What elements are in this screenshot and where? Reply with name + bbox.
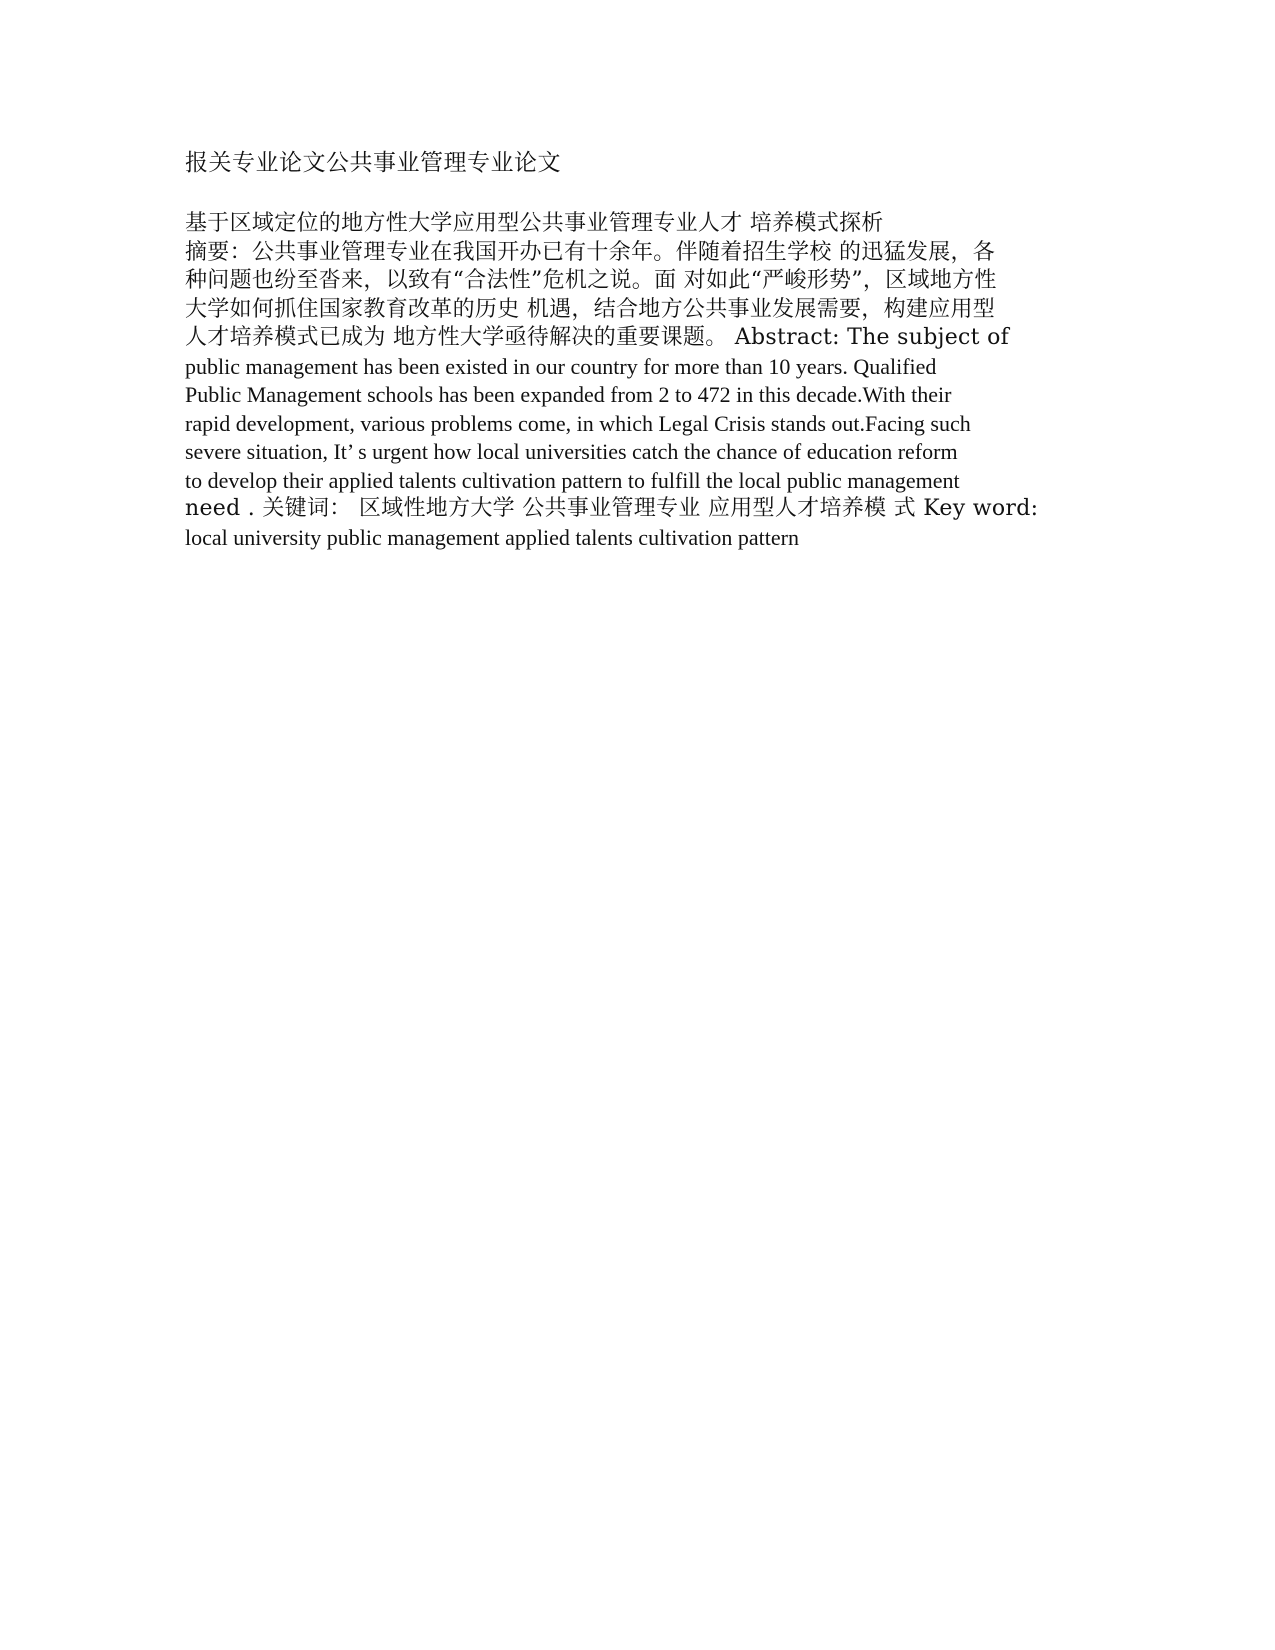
abstract-line: Public Management schools has been expanded from 2 to 472 in this decade.With their (185, 382, 952, 407)
abstract-line: rapid development, various problems come, in which Legal Crisis stands out.Facing such (185, 410, 971, 436)
abstract-line: 种问题也纷至沓来，以致有“合法性”危机之说。面 对如此“严峻形势”，区域地方性 (185, 268, 997, 293)
keywords-line: local university public management applied talents cultivation pattern (185, 524, 799, 550)
paper-title-line: 基于区域定位的地方性大学应用型公共事业管理专业人才 培养模式探析 (185, 211, 884, 236)
abstract-line: 大学如何抓住国家教育改革的历史 机遇，结合地方公共事业发展需要，构建应用型 (185, 296, 996, 322)
abstract-line: severe situation, It’ s urgent how local universities catch the chance of education reform (185, 439, 958, 464)
abstract-line: public management has been existed in our country for more than 10 years. Qualified (185, 353, 937, 379)
document-heading: 报关专业论文公共事业管理专业论文 (185, 150, 561, 176)
abstract-line: 摘要：公共事业管理专业在我国开办已有十余年。伴随着招生学校 的迅猛发展，各 (185, 239, 996, 265)
keywords-line: need . 关键词： 区域性地方大学 公共事业管理专业 应用型人才培养模 式 Key word: (185, 496, 1039, 521)
abstract-line: 人才培养模式已成为 地方性大学亟待解决的重要课题。 Abstract: The subject of (185, 325, 1010, 350)
abstract-body (185, 210, 1125, 552)
abstract-line: to develop their applied talents cultivation pattern to fulfill the local public management (185, 467, 960, 493)
